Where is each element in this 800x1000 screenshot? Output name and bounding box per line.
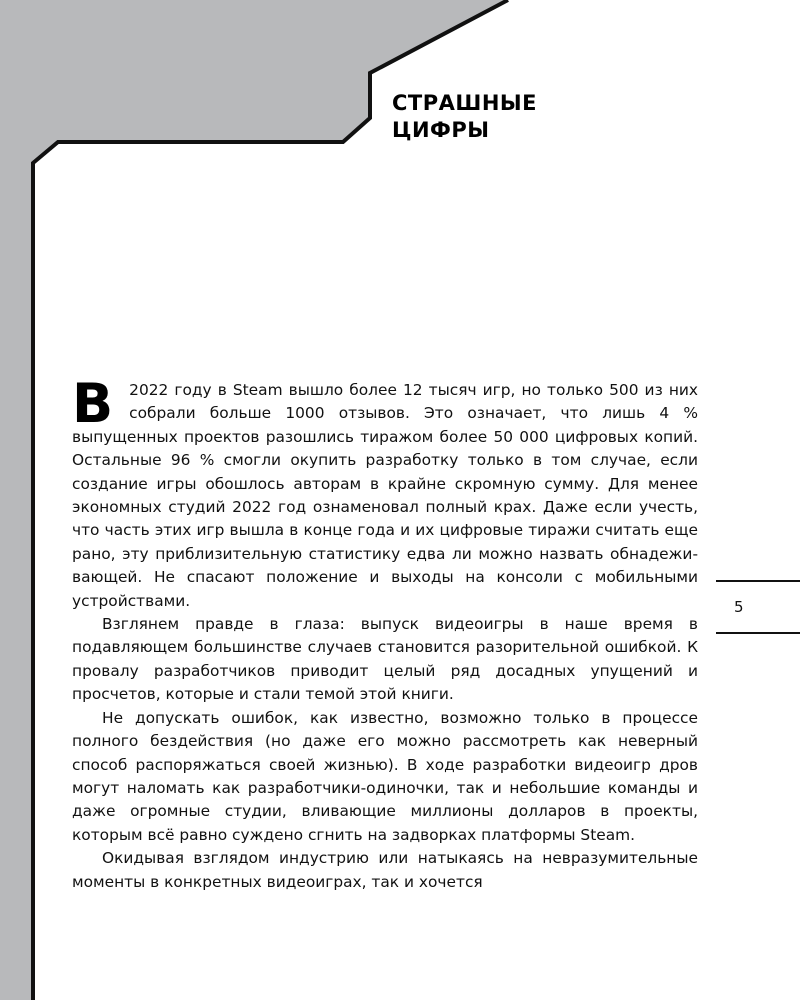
paragraph-2: Взглянем правде в глаза: выпуск видеоигры в наше время в подавляющем большинстве случаев становится разорительной ошибкой. К провалу разработчиков приводит целый ряд досадных упущений и просчетов, которые и стали темой этой книги. bbox=[72, 615, 698, 704]
chapter-title bbox=[392, 90, 537, 144]
page-number: 5 bbox=[734, 598, 744, 616]
paragraph-4: Окидывая взглядом индустрию или натыкаясь на невразумительные моменты в конкретных видеоиграх, так и хочется bbox=[72, 849, 698, 891]
chapter-title-line-1: СТРАШНЫЕ bbox=[392, 91, 538, 115]
drop-cap: В bbox=[72, 372, 114, 435]
chapter-title-line-2: ЦИФРЫ bbox=[392, 118, 490, 142]
paragraph-1 bbox=[72, 372, 698, 613]
body-text bbox=[72, 372, 698, 894]
paragraph-3: Не допускать ошибок, как известно, возможно только в процессе полного бездействия (но даже его можно рассмотреть как неверный способ распоряжаться своей жизнью). В ходе разработки видеоигр дров могут наломать как разработчики-одиночки, так и небольшие команды и даже огромные студии, вливающие миллионы долларов в проекты, которым всё равно суждено сгнить на задворках платформы Steam. bbox=[72, 708, 698, 844]
paragraph-1-text: 2022 году в Steam вышло более 12 тысяч игр, но только 500 из них собрали больше 1000 отзывов. Это означает, что лишь 4 % выпущенных проектов разошлись тиражом более 50 000 цифровых копий. Остальные 96 % смогли окупить разработку только в том случае, если создание игры обошлось авторам в крайне скромную сумму. Для менее экономных студий 2022 год ознаменовал полный крах. Даже если учесть, что часть этих игр вышла в конце года и их цифровые тиражи считать еще рано, эту приблизительную статистику едва ли можно назвать обнадеживающей. Не спасают положение и выходы на консоли с мобильными устройствами. bbox=[72, 381, 698, 610]
